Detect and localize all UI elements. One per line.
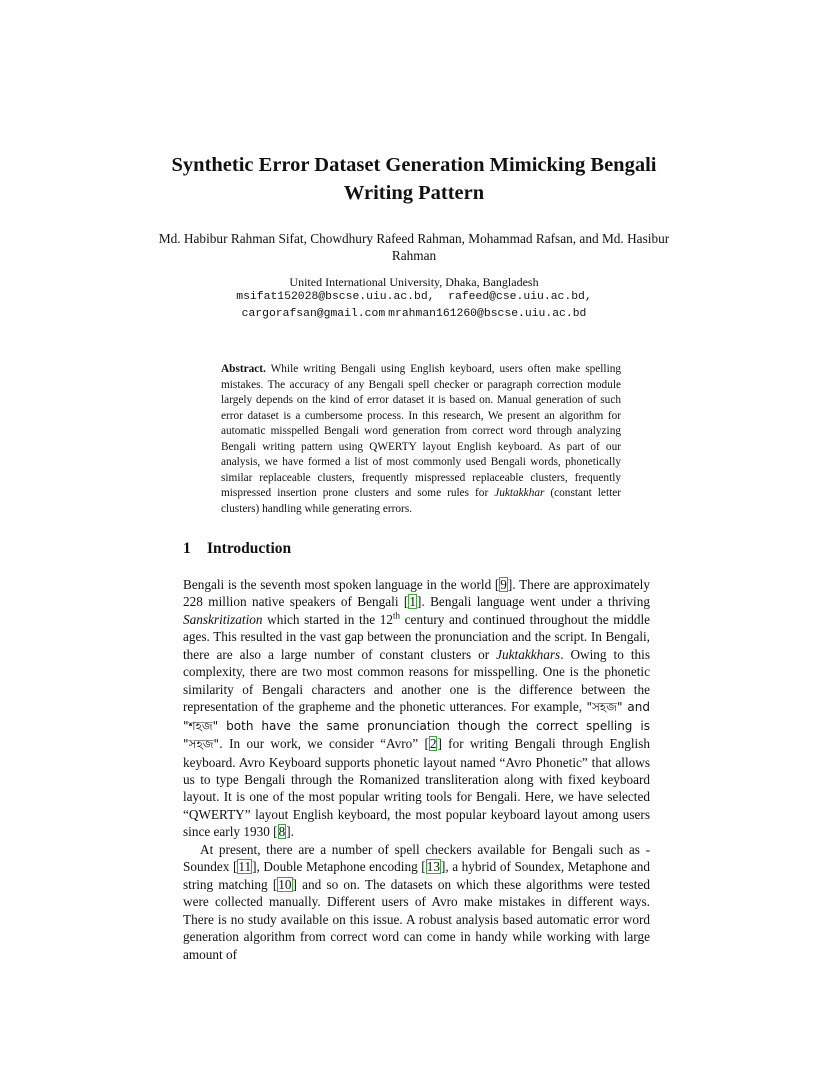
p1-italic-sanskritization: Sanskritization <box>183 611 263 627</box>
citation-link[interactable]: 8 <box>278 824 286 840</box>
p2-text-4: ] and so on. The datasets on which these algorithms were tested were collected manually. Different users of Avro make mistakes in different ways. There is no study available on this issue. A robust analysis based automatic error word generation algorithm from correct word can come in handy while working with large amount of <box>183 876 650 962</box>
p1-text-2: ]. There are approximately 228 million native speakers of Bengali [ <box>183 577 650 610</box>
citation-link[interactable]: 1 <box>409 594 416 610</box>
citation-link[interactable]: 2 <box>429 736 437 752</box>
email-rafsan: cargorafsan@gmail.com <box>241 308 386 320</box>
paragraph-1 <box>183 576 650 841</box>
section-heading <box>183 540 291 558</box>
p1-bengali-example: "সহজ" and "শহজ" both have the same pronunciation though the correct spelling is "সহজ". <box>183 700 650 752</box>
abstract-label: Abstract. <box>221 363 266 375</box>
paper-title: Synthetic Error Dataset Generation Mimicking Bengali Writing Pattern <box>171 154 657 204</box>
p2-text-3: ], a hybrid of Soundex, Metaphone and string matching [ <box>183 859 650 892</box>
email-line-1: msifat152028@bscse.uiu.ac.bd, rafeed@cse.uiu.ac.bd, <box>236 291 592 303</box>
author-list: Md. Habibur Rahman Sifat, Chowdhury Rafeed Rahman, Mohammad Rafsan, and Md. Hasibur Rahman <box>158 231 670 263</box>
p1-text-7: In our work, we consider “Avro” [ <box>222 736 429 752</box>
citation-link[interactable]: 13 <box>426 859 440 875</box>
abstract <box>221 362 621 517</box>
p1-superscript: th <box>393 610 401 621</box>
p1-text-9: ]. <box>286 824 294 840</box>
p1-text-4: which started in the 12 <box>262 611 394 627</box>
citation-link[interactable]: 10 <box>278 876 292 892</box>
p1-text-5: century and continued throughout the middle ages. This resulted in the vast gap between the pronunciation and the script. In Bengali, there are also a large number of constant clusters or <box>183 611 651 662</box>
abstract-italic-term: Juktakkhar <box>494 487 545 500</box>
section-body <box>183 576 650 963</box>
affiliation-block <box>150 275 678 322</box>
email-line-2 <box>150 305 678 322</box>
p1-text-8: ] for writing Bengali through English keyboard. Avro Keyboard supports phonetic layout named “Avro Phonetic” that allows us to type Bengali through the Romanized transliteration along with fixed keyboard layout. It is one of the most popular writing tools for Bengali. Here, we have selected “QWERTY” layout English keyboard, the most popular keyboard layout among users since early 1930 [ <box>183 736 650 840</box>
p1-text-3: ]. Bengali language went under a thriving <box>416 594 650 610</box>
paragraph-2 <box>183 841 650 963</box>
p2-text-1: At present, there are a number of spell checkers available for Bengali such as - Soundex [ <box>183 841 650 875</box>
p1-text-1: Bengali is the seventh most spoken language in the world [ <box>183 577 500 592</box>
p1-italic-juktakkhars: Juktakkhars <box>496 646 561 662</box>
section-title: Introduction <box>207 540 292 557</box>
p2-text-2: ], Double Metaphone encoding [ <box>252 859 426 875</box>
affiliation: United International University, Dhaka, Bangladesh <box>289 275 539 289</box>
abstract-text: While writing Bengali using English keyboard, users often make spelling mistakes. The accuracy of any Bengali spell checker or paragraph correction module largely depends on the kind of error dataset it is based on. Manual generation of such error dataset is a cumbersome process. In this research, We present an algorithm for automatic misspelled Bengali word generation from correct word through analyzing Bengali writing pattern using QWERTY layout English keyboard. As part of our analysis, we have formed a list of most commonly used Bengali words, phonetically similar replaceable clusters, frequently mispressed replaceable clusters, frequently mispressed insertion prone clusters and some rules for <box>221 363 622 500</box>
citation-link[interactable]: 11 <box>238 859 252 875</box>
citation-link[interactable]: 9 <box>500 577 507 592</box>
section-number: 1 <box>183 540 191 557</box>
p1-text-6: . Owing to this complexity, there are two most common reasons for misspelling. One is the phonetic similarity of Bengali characters and another one is the difference between the representation of the grapheme and the phonetic utterances. For example, <box>183 646 650 715</box>
email-hasibur: mrahman161260@bscse.uiu.ac.bd <box>388 308 587 320</box>
abstract-tail: (constant letter clusters) handling while generating errors. <box>221 487 621 515</box>
